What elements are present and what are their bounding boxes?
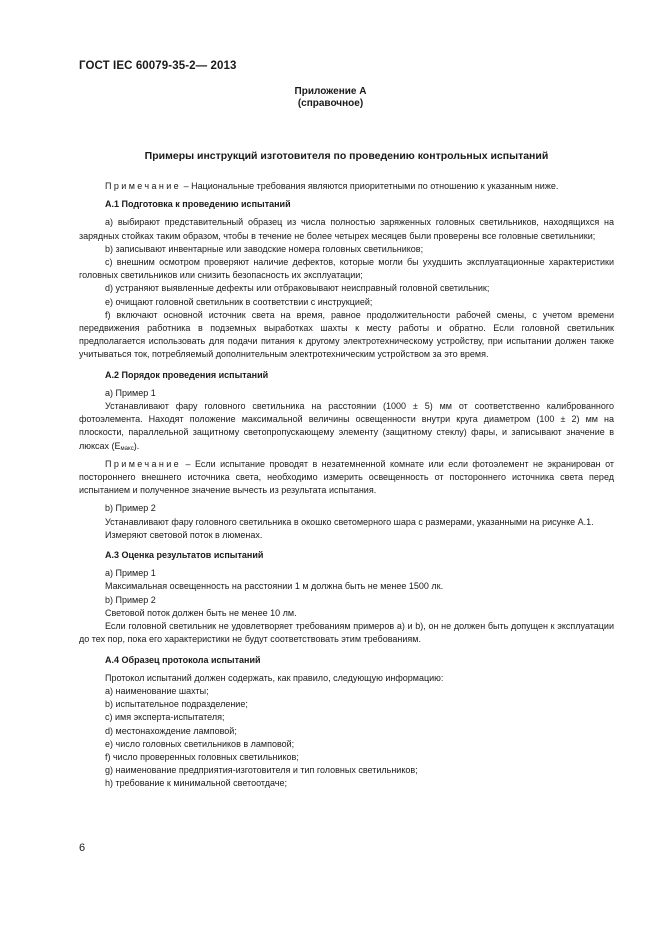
list-item: b) испытательное подразделение;: [105, 699, 248, 710]
s1-item-b: b) записывают инвентарные или заводские номера головных светильников;: [105, 243, 424, 254]
section-a1-heading: А.1 Подготовка к проведению испытаний: [105, 199, 291, 210]
s1-item-a: а) выбирают представительный образец из числа полностью заряженных головных светильников, находящихся на зарядных стойках таким образом, чтобы в течение не более четырех месяцев были проверены все головные светильники;: [79, 217, 614, 241]
list-item: g) наименование предприятия-изготовителя и тип головных светильников;: [105, 765, 418, 776]
section-a2-heading: А.2 Порядок проведения испытаний: [105, 369, 269, 380]
page-number: 6: [79, 842, 86, 854]
list-item: d) местонахождение ламповой;: [105, 725, 237, 736]
s2-example-1: а) Пример 1: [105, 387, 156, 398]
s3-paragraph-2: Световой поток должен быть не менее 10 лм.: [105, 607, 297, 618]
s2-example-2: b) Пример 2: [105, 503, 156, 514]
s2-paragraph-3: Измеряют световой поток в люменах.: [105, 529, 263, 540]
note-text: – Национальные требования являются приоритетными по отношению к указанным ниже.: [181, 181, 559, 191]
appendix-title: Примеры инструкций изготовителя по проведению контрольных испытаний: [144, 150, 549, 162]
s1-item-e: е) очищают головной светильник в соответствии с инструкцией;: [105, 296, 373, 307]
s2-note: [79, 458, 614, 498]
list-item: е) число головных светильников в ламповой;: [105, 738, 295, 749]
s3-paragraph-1: Максимальная освещенность на расстоянии 1 м должна быть не менее 1500 лк.: [105, 581, 444, 592]
section-a4-heading: А.4 Образец протокола испытаний: [105, 654, 261, 665]
appendix-label: Приложение А: [294, 86, 367, 97]
s2-paragraph-2: Устанавливают фару головного светильника в окошко светомерного шара с размерами, указанными на рисунке А.1.: [105, 516, 594, 527]
s1-item-c: с) внешним осмотром проверяют наличие дефектов, которые могли бы ухудшить эксплуатационные характеристики головных светильников или снизить безопасность их эксплуатации;: [79, 257, 614, 281]
section-a3-heading: А.3 Оценка результатов испытаний: [105, 550, 264, 561]
s2-paragraph-1: Устанавливают фару головного светильника на расстоянии (1000 ± 5) мм от соответственно калиброванного фотоэлемента. Находят положение максимальной величины освещенности внутри круга диаметром (100 ± 2) мм на плоскости, параллельной защитному светопропускающему элементу (защитному стеклу) фары, и записывают значение в люксах $(Е_{макс})$.: [79, 401, 614, 452]
document-code: ГОСТ IEC 60079-35-2— 2013: [79, 60, 237, 72]
s3-example-2: b) Пример 2: [105, 594, 156, 605]
s1-item-d: d) устраняют выявленные дефекты или отбраковывают неисправный головной светильник;: [105, 283, 490, 294]
s3-example-1: а) Пример 1: [105, 568, 156, 579]
note-label: Примечание: [105, 458, 182, 469]
s3-paragraph-3: Если головной светильник не удовлетворяет требованиям примеров а) и b), он не должен быть допущен к эксплуатации до тех пор, пока его характеристики не будут соответствовать этим требованиям.: [79, 621, 614, 645]
list-item: с) имя эксперта-испытателя;: [105, 712, 225, 723]
s4-intro: Протокол испытаний должен содержать, как правило, следующую информацию:: [105, 672, 444, 683]
appendix-heading: [0, 86, 661, 110]
appendix-type: (справочное): [297, 98, 364, 109]
list-item: f) число проверенных головных светильников;: [105, 751, 299, 762]
s1-item-f: f) включают основной источник света на время, равное продолжительности рабочей смены, с учетом времени передвижения работника в подземных выработках шахты к месту работы и обратно. Если головной светильник предполагается использовать для подачи питания к другому электротехническому устройству, при испытании должен также учитываться ток, потребляемый дополнительным электротехническим устройством за это время.: [79, 309, 614, 360]
list-item: а) наименование шахты;: [105, 685, 209, 696]
note-1: [79, 180, 614, 193]
list-item: h) требование к минимальной светоотдаче;: [105, 778, 287, 789]
note-text: – Если испытание проводят в незатемненной комнате или если фотоэлемент не экранирован от постороннего внешнего источника света, необходимо измерить освещенность от постороннего источника света перед испытанием и полученное значение вычесть из результата испытания.: [79, 458, 614, 496]
note-label: Примечание: [105, 181, 182, 191]
document-body: [79, 180, 614, 791]
